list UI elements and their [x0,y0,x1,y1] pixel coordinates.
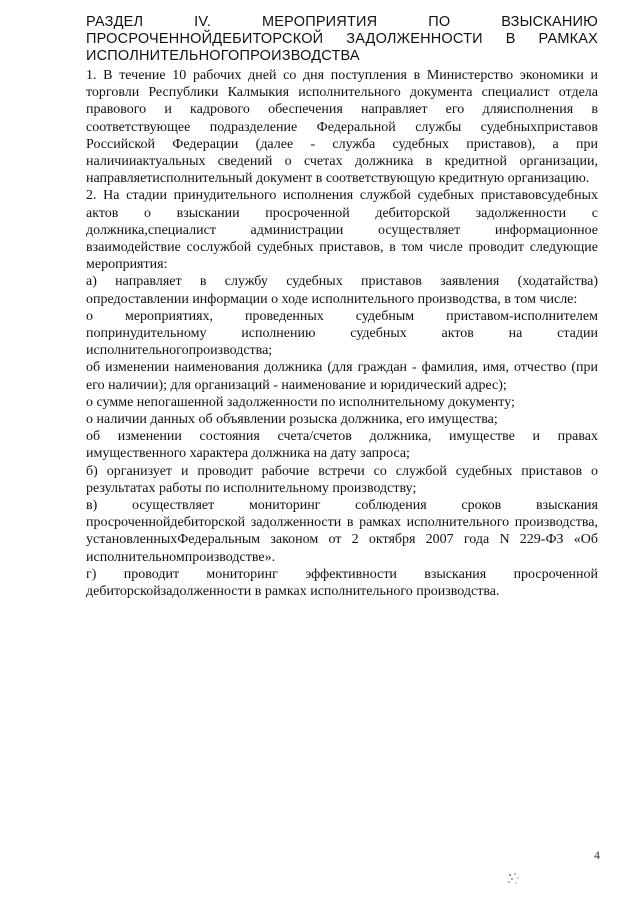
paragraph-b: б) организует и проводит рабочие встречи со службой судебных приставов о результатах работы по исполнительному производству; [86,463,598,496]
list-item-search: о наличии данных об объявлении розыска должника, его имущества; [86,412,498,428]
section-heading: РАЗДЕЛ IV. МЕРОПРИЯТИЯ ПО ВЗЫСКАНИЮ ПРОСРОЧЕННОЙДЕБИТОРСКОЙ ЗАДОЛЖЕННОСТИ В РАМКАХ ИСПОЛНИТЕЛЬНОГОПРОИЗВОДСТВА [86,14,598,64]
list-item-debtor-name: об изменении наименования должника (для граждан - фамилия, имя, отчество (при его наличии); для организаций - наименование и юридический адрес); [86,360,598,393]
list-item-measures: о мероприятиях, проведенных судебным приставом-исполнителем попринудительному исполнению судебных актов на стадии исполнительногопроизводства; [86,308,598,359]
list-item-accounts: об изменении состояния счета/счетов должника, имуществе и правах имущественного характера должника на дату запроса; [86,429,598,462]
scan-specks [506,872,526,886]
paragraph-a: а) направляет в службу судебных приставов заявления (ходатайства) опредоставлении информации о ходе исполнительного производства, в том числе: [86,274,598,307]
paragraph-1: 1. В течение 10 рабочих дней со дня поступления в Министерство экономики и торговли Республики Калмыкия исполнительного документа специалист отдела правового и кадрового обеспечения направляет его дляисполнения в соответствующее подразделение Федеральной службы судебныхприставов Российской Федерации (далее - служба судебных приставов), а при наличииактуальных сведений о счетах должника в кредитной организации, направляетисполнительный документ в соответствующую кредитную организацию. [86,68,598,187]
paragraph-v: в) осуществляет мониторинг соблюдения сроков взыскания просроченнойдебиторской задолженности в рамках исполнительного производства, установленныхФедеральным законом от 2 октября 2007 года N 229-ФЗ «Об исполнительномпроизводстве». [86,498,598,565]
list-item-debt-amount: о сумме непогашенной задолженности по исполнительному документу; [86,394,515,410]
paragraph-2: 2. На стадии принудительного исполнения службой судебных приставовсудебных актов о взыскании просроченной дебиторской задолженности с должника,специалист администрации осуществляет информационное взаимодействие сослужбой судебных приставов, в том числе проводит следующие мероприятия: [86,188,598,273]
page-number: 4 [594,848,600,862]
document-page [86,14,598,600]
paragraph-g: г) проводит мониторинг эффективности взыскания просроченной дебиторскойзадолженности в рамках исполнительного производства. [86,566,598,600]
document-body [86,67,598,600]
